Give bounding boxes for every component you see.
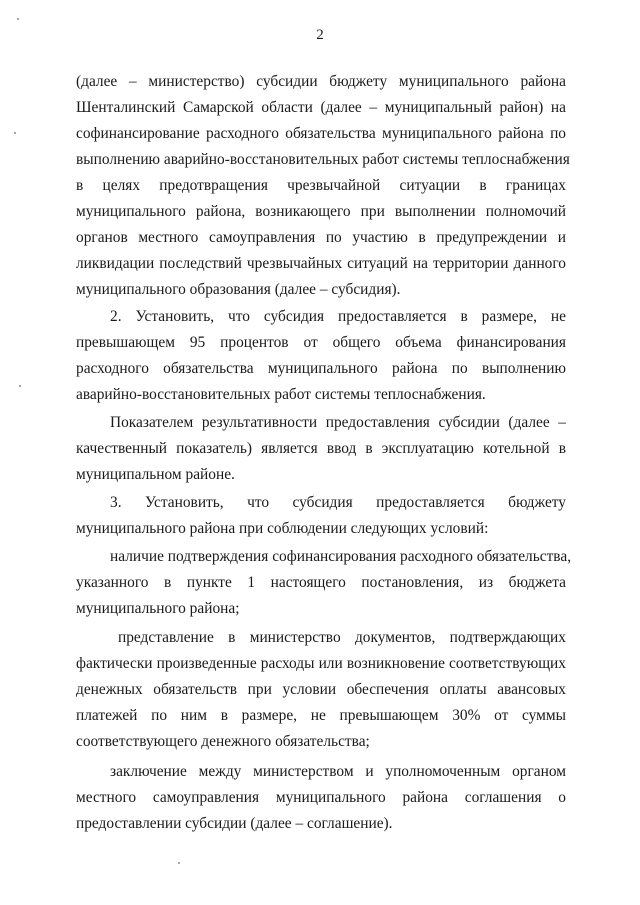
paragraph-line: 3. Установить, что субсидия предоставляется бюджету — [110, 494, 566, 511]
paragraph-line: указанного в пункте 1 настоящего постановления, из бюджета — [76, 574, 566, 591]
paragraph-line: органов местного самоуправления по участию в предупреждении и — [76, 229, 566, 246]
scan-speck — [19, 385, 21, 387]
paragraph-line: качественный показатель) является ввод в эксплуатацию котельной в — [76, 440, 566, 457]
paragraph-line: Шенталинский Самарской области (далее – муниципальный район) на — [76, 99, 566, 116]
paragraph-line: в целях предотвращения чрезвычайной ситуации в границах — [76, 177, 566, 194]
paragraph-line: соответствующего денежного обязательства; — [76, 733, 370, 750]
paragraph-line: 2. Установить, что субсидия предоставляется в размере, не — [110, 308, 566, 325]
paragraph-line: наличие подтверждения софинансирования расходного обязательства, — [110, 548, 572, 565]
paragraph-line: муниципального района, возникающего при выполнении полномочий — [76, 203, 566, 220]
paragraph-line: платежей по ним в размере, не превышающем 30% от суммы — [76, 707, 566, 724]
page-number: 2 — [316, 27, 324, 43]
paragraph-line: местного самоуправления муниципального района соглашения о — [76, 789, 566, 806]
paragraph-line: аварийно-восстановительных работ системы теплоснабжения. — [76, 386, 486, 403]
paragraph-line: муниципального района; — [76, 600, 240, 617]
paragraph-line: муниципального образования (далее – субсидия). — [76, 281, 401, 298]
paragraph-line: ликвидации последствий чрезвычайных ситуаций на территории данного — [76, 255, 566, 272]
scan-speck — [14, 132, 16, 134]
paragraph-line: фактически произведенные расходы или возникновение соответствующих — [76, 655, 566, 672]
paragraph-line: денежных обязательств при условии обеспечения оплаты авансовых — [76, 681, 566, 698]
paragraph-line: предоставлении субсидии (далее – соглашение). — [76, 815, 393, 832]
paragraph-line: заключение между министерством и уполномоченным органом — [110, 763, 566, 780]
paragraph-line: превышающем 95 процентов от общего объема финансирования — [76, 334, 566, 351]
paragraph-line: муниципальном районе. — [76, 466, 235, 483]
paragraph-line: (далее – министерство) субсидии бюджету муниципального района — [76, 73, 566, 90]
paragraph-line: софинансирование расходного обязательства муниципального района по — [76, 125, 566, 142]
paragraph-line: представление в министерство документов, подтверждающих — [118, 629, 566, 646]
paragraph-line: Показателем результативности предоставления субсидии (далее – — [110, 414, 566, 431]
paragraph-line: выполнению аварийно-восстановительных работ системы теплоснабжения — [76, 151, 570, 168]
scan-speck — [178, 862, 180, 864]
scan-speck — [17, 18, 19, 20]
paragraph-line: муниципального района при соблюдении следующих условий: — [76, 520, 489, 537]
paragraph-line: расходного обязательства муниципального района по выполнению — [76, 360, 566, 377]
